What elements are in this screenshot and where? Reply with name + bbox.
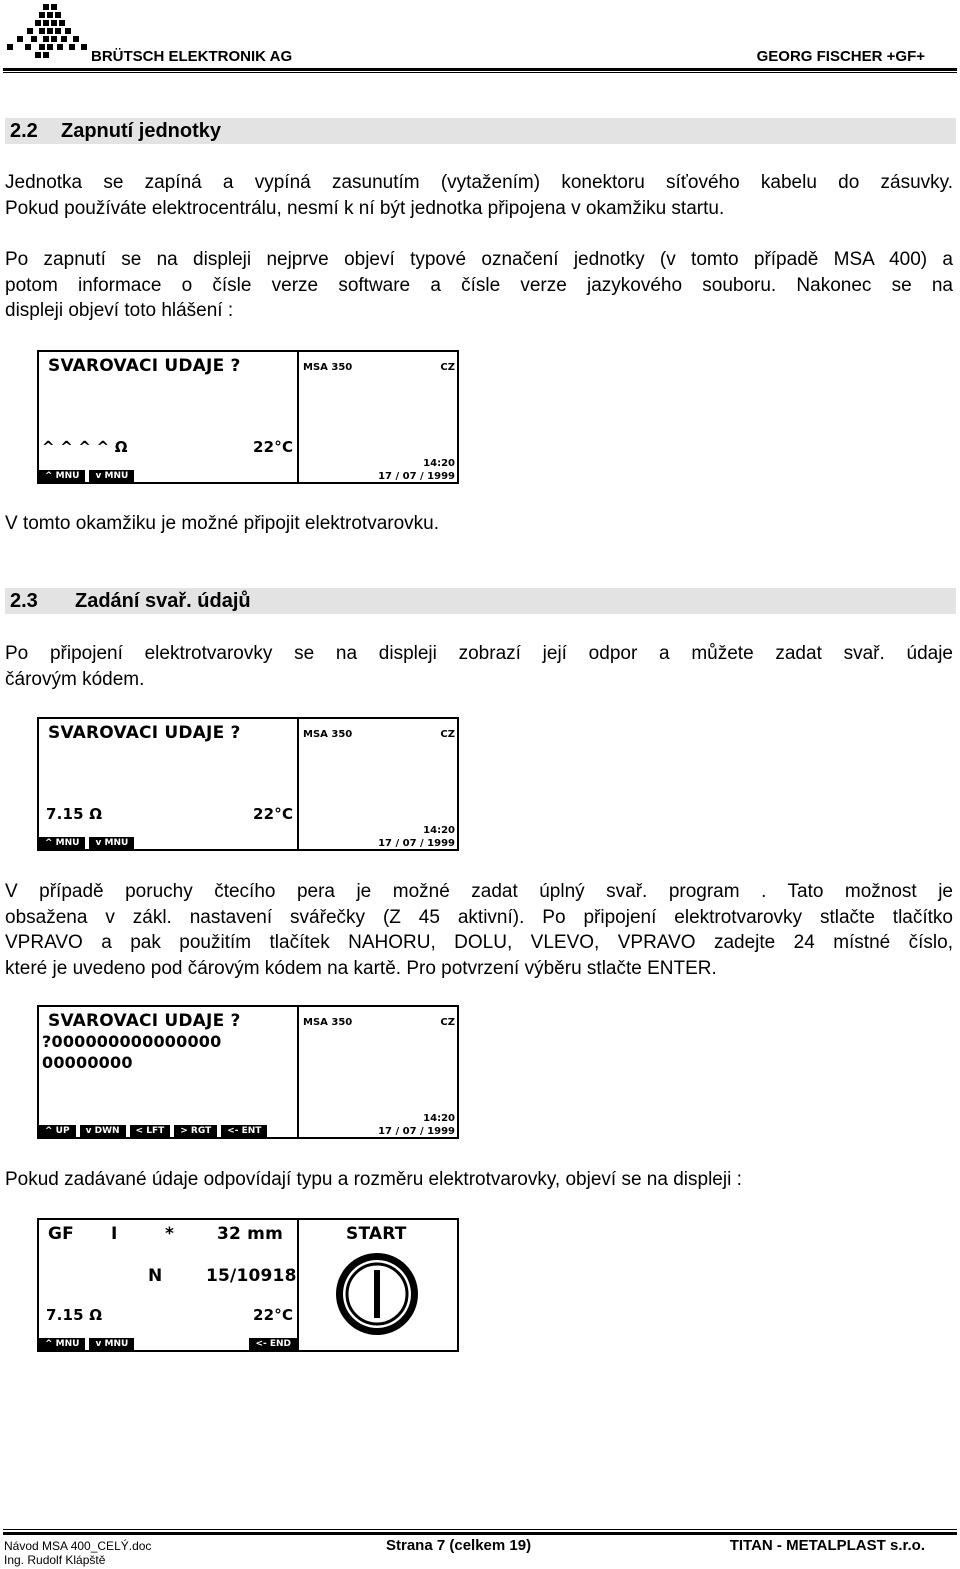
header-rule-thin (3, 72, 957, 73)
footer-author: Ing. Rudolf Klápště (4, 1553, 106, 1567)
text-line: čárovým kódem. (5, 668, 145, 690)
softkey-menu-down[interactable]: v MNU (89, 837, 134, 849)
section-title: Zadání svař. údajů (75, 590, 251, 612)
text-line: potom informace o čísle verze software a čísle verze jazykového souboru. Nakonec se na (5, 274, 953, 296)
section-heading-2-3 (5, 588, 956, 614)
text-line: Po připojení elektrotvarovky se na displeji zobrazí její odpor a můžete zadat svař. údaje (5, 643, 953, 664)
lcd-display-4 (37, 1218, 459, 1352)
text-line: Jednotka se zapíná a vypíná zasunutím (vytažením) konektoru síťového kabelu do zásuvky. (5, 172, 953, 193)
lcd-time: 14:20 (423, 458, 455, 469)
lcd-temperature: 22°C (253, 1306, 294, 1324)
lcd-type: I (111, 1224, 118, 1244)
text-line: Po zapnutí se na displeji nejprve objeví typové označení jednotky (v tomto případě MSA 400) a (5, 249, 953, 270)
lcd-language: CZ (440, 362, 455, 373)
lcd-right-panel (299, 1220, 457, 1350)
header-partner: GEORG FISCHER +GF+ (756, 48, 925, 65)
lcd-language: CZ (440, 729, 455, 740)
lcd-brand: GF (48, 1224, 74, 1244)
lcd-size: 32 mm (217, 1224, 284, 1244)
lcd-time: 14:20 (423, 1113, 455, 1124)
lcd-display-1 (37, 350, 459, 484)
softkey-menu-down[interactable]: v MNU (89, 1338, 134, 1350)
text-line: obsažena v zákl. nastavení svářečky (Z 45 aktivní). Po připojení elektrotvarovky stlačte tlačítko (5, 906, 953, 928)
lcd-language: CZ (440, 1017, 455, 1028)
brand-logo (3, 2, 91, 64)
section-title: Zapnutí jednotky (61, 120, 221, 142)
softkey-menu-up[interactable]: ^ MNU (39, 837, 85, 849)
lcd-resistance: 7.15 Ω (46, 805, 103, 823)
softkey-right[interactable]: > RGT (174, 1125, 217, 1137)
lcd-model: MSA 350 (303, 362, 353, 373)
lcd-softkeys (39, 470, 134, 482)
softkey-menu-up[interactable]: ^ MNU (39, 470, 85, 482)
lcd-left-panel (39, 352, 299, 482)
lcd-n-label: N (148, 1266, 163, 1286)
lcd-left-panel (39, 1220, 299, 1350)
lcd-softkeys (39, 1338, 134, 1350)
text-line: V případě poruchy čtecího pera je možné zadat úplný svař. program . Tato možnost je (5, 881, 953, 902)
lcd-temperature: 22°C (253, 805, 294, 823)
footer-doc-name: Návod MSA 400_CELÝ.doc (4, 1539, 152, 1553)
lcd-temperature: 22°C (253, 438, 294, 456)
footer-page-number: Strana 7 (celkem 19) (386, 1537, 532, 1554)
lcd-title: SVAROVACI UDAJE ? (48, 723, 241, 743)
lcd-resistance: ^ ^ ^ ^ Ω (42, 438, 128, 456)
paragraph-barcode (5, 641, 953, 692)
softkey-enter[interactable]: <- ENT (221, 1125, 267, 1137)
text-line: Pokud zadávané údaje odpovídají typu a rozměru elektrotvarovky, objeví se na displeji : (5, 1169, 742, 1190)
text-line: V tomto okamžiku je možné připojit elektrotvarovku. (5, 513, 440, 534)
paragraph-display-info (5, 247, 953, 324)
text-line: displeji objeví toto hlášení : (5, 300, 234, 321)
paragraph-match (5, 1167, 953, 1193)
brutsch-logo-icon (3, 2, 91, 64)
section-number: 2.3 (10, 590, 38, 612)
footer-rule (3, 1532, 957, 1535)
softkey-menu-down[interactable]: v MNU (89, 470, 134, 482)
footer-rule-thin (3, 1529, 957, 1530)
lcd-n-value: 15/10918 (206, 1266, 297, 1286)
softkey-up[interactable]: ^ UP (39, 1125, 76, 1137)
lcd-softkeys (39, 837, 134, 849)
lcd-left-panel (39, 719, 299, 849)
section-heading-2-2 (5, 118, 956, 144)
header-company: BRÜTSCH ELEKTRONIK AG (91, 48, 293, 65)
lcd-title: SVAROVACI UDAJE ? (48, 356, 241, 376)
lcd-model: MSA 350 (303, 729, 353, 740)
lcd-display-2 (37, 717, 459, 851)
lcd-star: * (165, 1224, 175, 1244)
lcd-softkeys (39, 1125, 267, 1137)
paragraph-connect (5, 511, 953, 537)
softkey-end[interactable]: <- END (249, 1338, 297, 1350)
lcd-left-panel (39, 1007, 299, 1137)
lcd-title: SVAROVACI UDAJE ? (48, 1011, 241, 1031)
lcd-code-line-2: 00000000 (42, 1053, 133, 1072)
paragraph-manual-entry (5, 879, 953, 981)
paragraph-power-on (5, 170, 953, 221)
softkey-down[interactable]: v DWN (80, 1125, 126, 1137)
lcd-code-line-1: ?000000000000000 (42, 1032, 222, 1051)
softkey-menu-up[interactable]: ^ MNU (39, 1338, 85, 1350)
lcd-right-panel (299, 719, 457, 849)
lcd-start-label: START (346, 1224, 407, 1244)
start-power-icon (333, 1250, 421, 1338)
lcd-date: 17 / 07 / 1999 (378, 838, 455, 849)
lcd-time: 14:20 (423, 825, 455, 836)
softkey-left[interactable]: < LFT (130, 1125, 171, 1137)
footer-company: TITAN - METALPLAST s.r.o. (729, 1537, 925, 1554)
lcd-model: MSA 350 (303, 1017, 353, 1028)
text-line: VPRAVO a pak použitím tlačítek NAHORU, DOLU, VLEVO, VPRAVO zadejte 24 místné číslo, (5, 932, 953, 953)
lcd-resistance: 7.15 Ω (46, 1306, 103, 1324)
text-line: Pokud používáte elektrocentrálu, nesmí k ní být jednotka připojena v okamžiku startu. (5, 197, 725, 219)
header-rule (3, 68, 957, 71)
lcd-right-panel (299, 1007, 457, 1137)
text-line: které je uvedeno pod čárovým kódem na kartě. Pro potvrzení výběru stlačte ENTER. (5, 957, 717, 979)
lcd-date: 17 / 07 / 1999 (378, 471, 455, 482)
section-number: 2.2 (10, 120, 38, 142)
lcd-display-3 (37, 1005, 459, 1139)
lcd-date: 17 / 07 / 1999 (378, 1126, 455, 1137)
lcd-right-panel (299, 352, 457, 482)
